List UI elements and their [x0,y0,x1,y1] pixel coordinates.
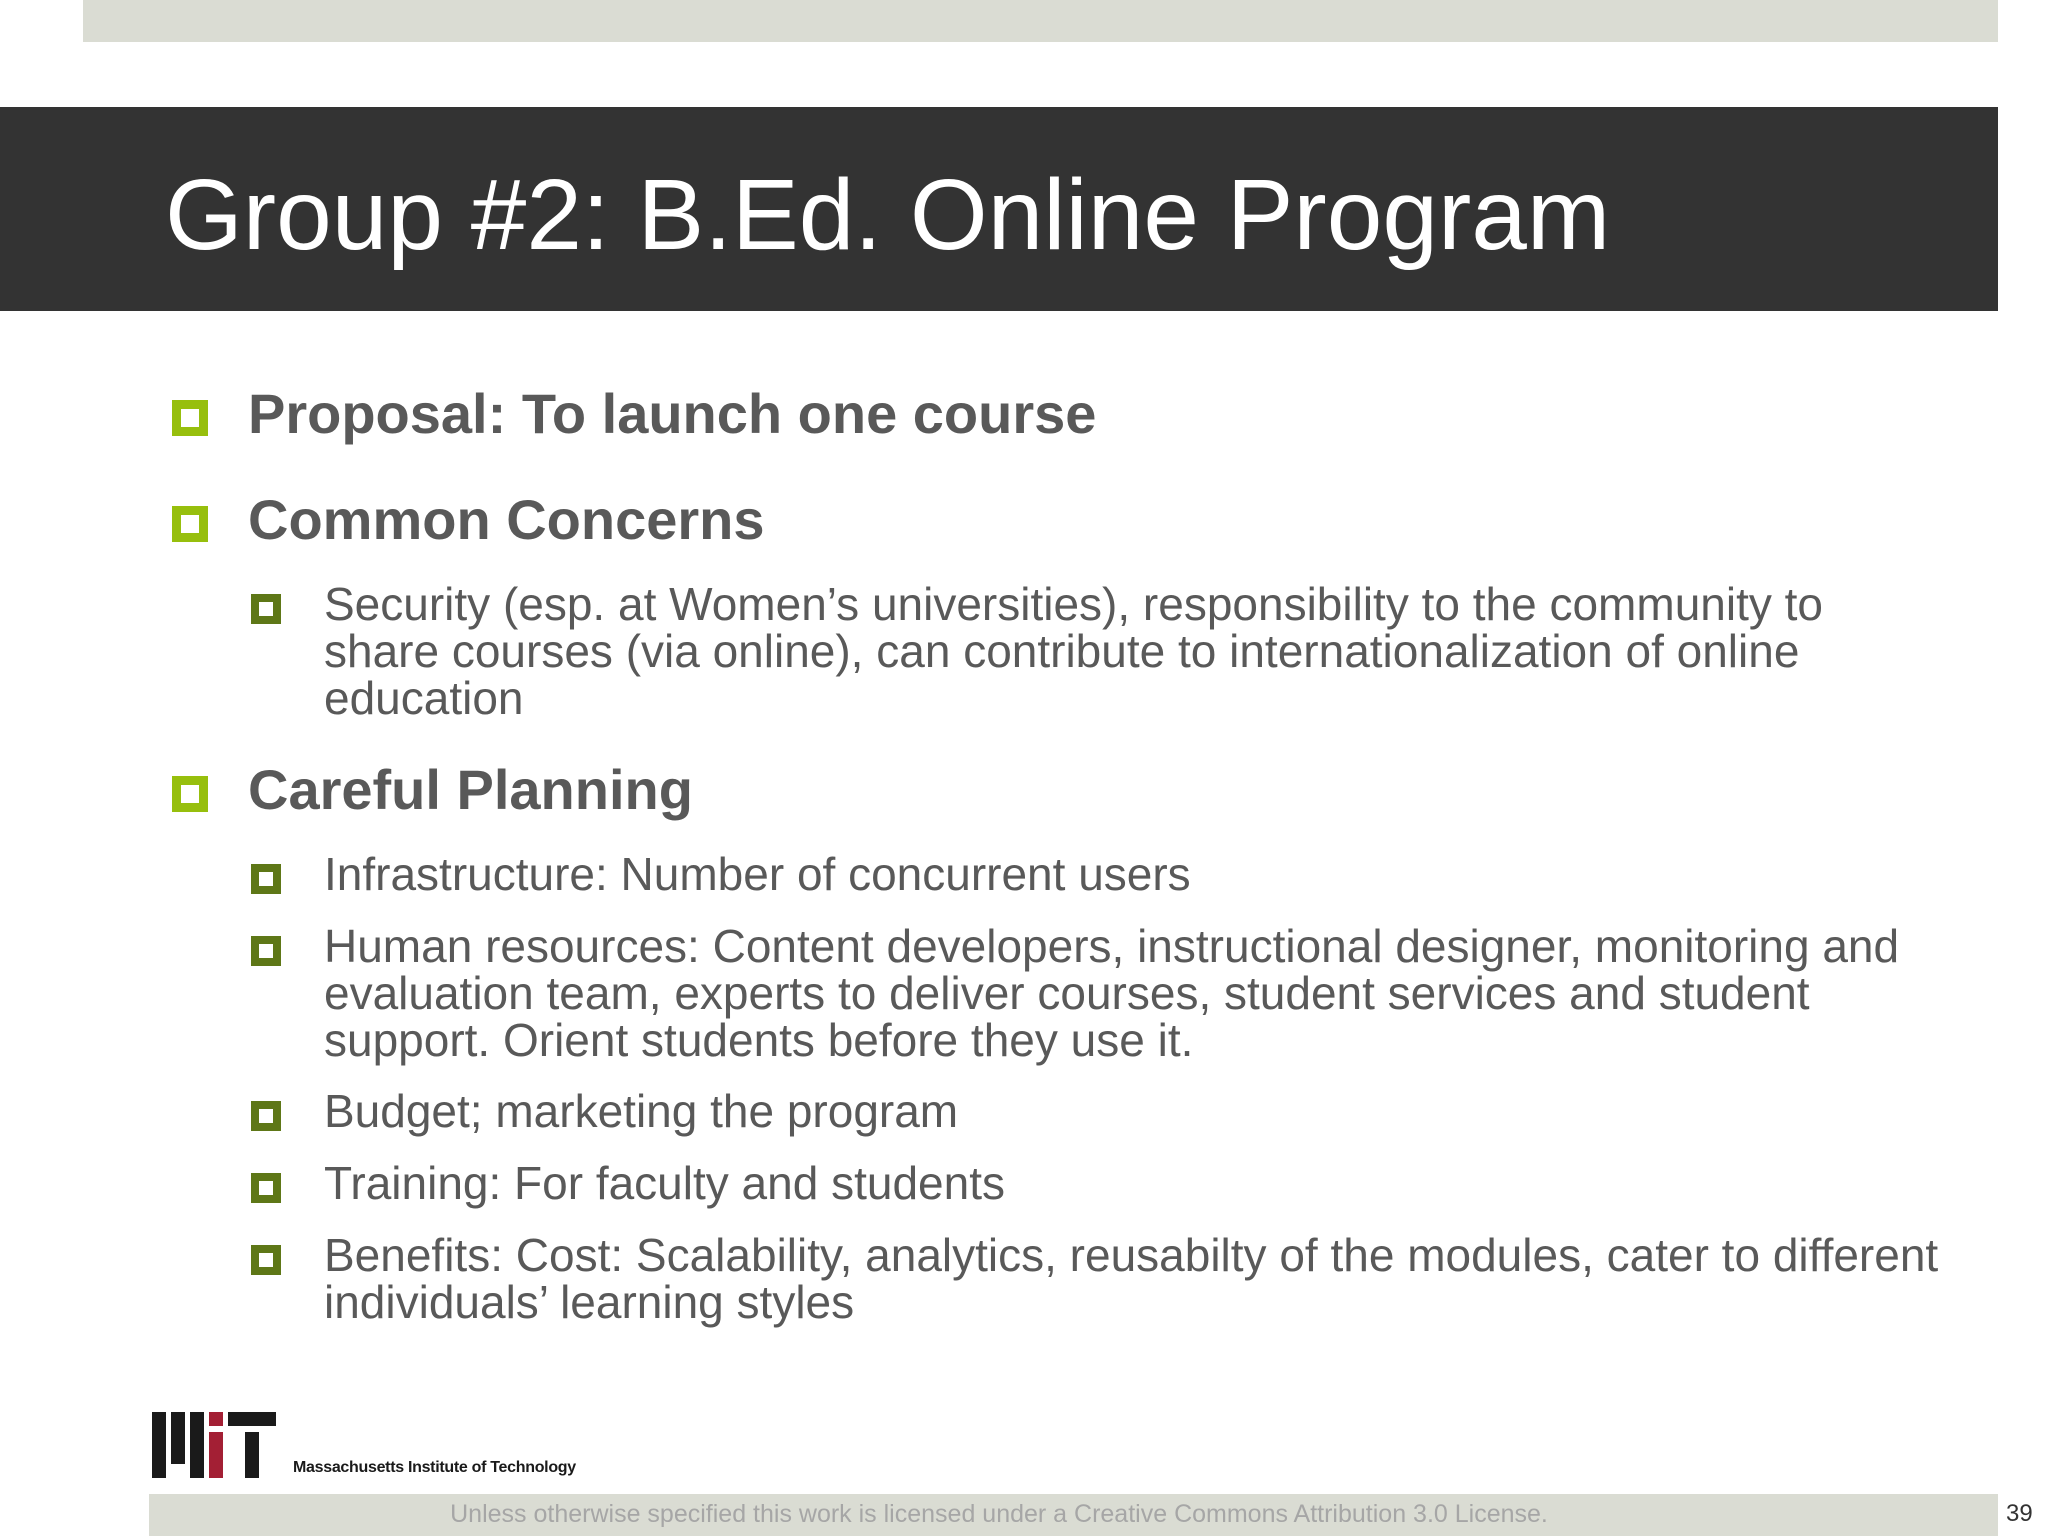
square-bullet-icon [172,400,208,436]
mit-logo-bar-red [209,1432,223,1478]
bullet-text: Proposal: To launch one course [248,382,1097,445]
subbullet-text: Infrastructure: Number of concurrent users [324,848,1191,900]
bullet-text: Careful Planning [248,758,693,821]
slide-title: Group #2: B.Ed. Online Program [165,159,1611,271]
subbullet-text: Security (esp. at Women’s universities), responsibility to the community to share courses (via online), can contribute to internationalization of online education [324,578,1823,724]
square-bullet-icon [251,1245,281,1275]
square-bullet-icon [251,1101,281,1131]
square-bullet-icon [251,864,281,894]
mit-logo-crossbar [228,1412,276,1426]
subbullet-text: Benefits: Cost: Scalability, analytics, reusabilty of the modules, cater to different individuals’ learning styles [324,1229,1939,1328]
institution-name: Massachusetts Institute of Technology [293,1459,576,1476]
square-bullet-icon [172,506,208,542]
square-bullet-icon [251,594,281,624]
square-bullet-icon [172,776,208,812]
mit-logo-bar [171,1412,185,1464]
square-bullet-icon [251,936,281,966]
mit-logo-dot [209,1412,223,1426]
subbullet-text: Budget; marketing the program [324,1085,959,1137]
square-bullet-icon [251,1173,281,1203]
license-text: Unless otherwise specified this work is licensed under a Creative Commons Attribution 3.0 License. [450,1500,1548,1528]
mit-logo-bar [190,1412,204,1478]
page-number: 39 [2006,1500,2033,1527]
subbullet-text: Training: For faculty and students [324,1157,1005,1209]
mit-logo-bar [152,1412,166,1478]
bullet-text: Common Concerns [248,488,765,551]
subbullet-text: Human resources: Content developers, instructional designer, monitoring and evaluation team, experts to deliver courses, student services and student support. Orient students before they use it. [324,920,1900,1066]
mit-logo-bar [245,1432,259,1478]
top-decorative-band [83,0,1998,42]
